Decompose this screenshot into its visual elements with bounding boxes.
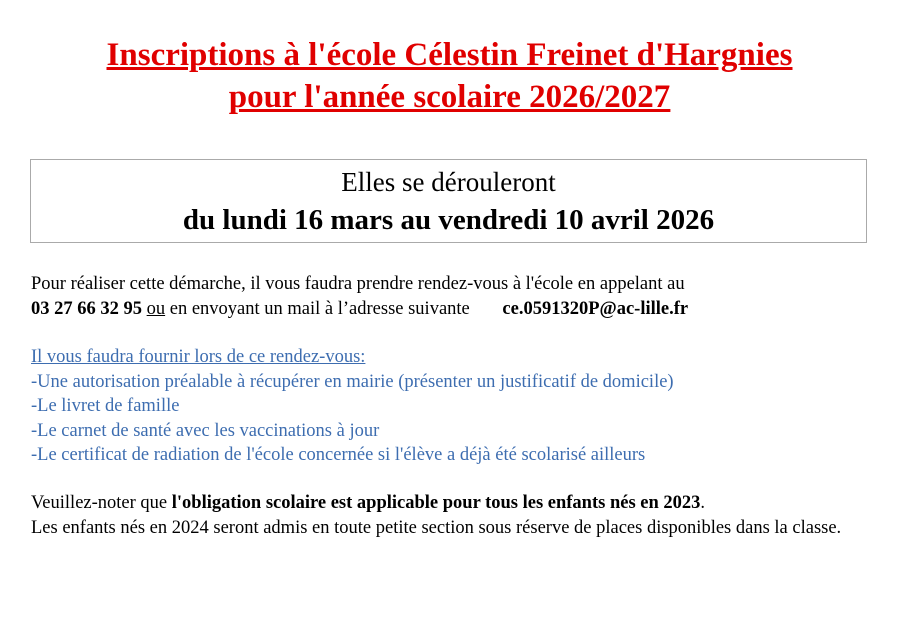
note-prefix: Veuillez-noter que xyxy=(31,493,172,513)
contact-intro: Pour réaliser cette démarche, il vous faudra prendre rendez-vous à l'école en appelant au xyxy=(31,274,685,294)
title-line-1: Inscriptions à l'école Célestin Freinet d'Hargnies xyxy=(106,37,793,73)
page-title xyxy=(0,34,899,118)
or-word: ou xyxy=(146,298,166,319)
documents-item: -Le carnet de santé avec les vaccinations à jour xyxy=(31,420,380,441)
title-line-2: pour l'année scolaire 2026/2027 xyxy=(228,79,671,115)
mail-text: en envoyant un mail à l’adresse suivante xyxy=(169,298,470,319)
note-obligation: l'obligation scolaire est applicable pour tous les enfants nés en 2023 xyxy=(171,493,701,513)
documents-item: -Le livret de famille xyxy=(31,396,180,416)
documents-list xyxy=(31,345,871,468)
documents-heading: Il vous faudra fournir lors de ce rendez-vous: xyxy=(31,347,366,367)
phone-number: 03 27 66 32 95 xyxy=(31,298,142,319)
documents-item: -Une autorisation préalable à récupérer en mairie (présenter un justificatif de domicile) xyxy=(31,371,674,392)
note-line-2: Les enfants nés en 2024 seront admis en toute petite section sous réserve de places disponibles dans la classe. xyxy=(31,517,842,538)
dates-range: du lundi 16 mars au vendredi 10 avril 2026 xyxy=(182,204,715,236)
note-line-1 xyxy=(31,491,871,516)
note-suffix: . xyxy=(700,493,706,513)
email-address[interactable]: ce.0591320P@ac-lille.fr xyxy=(502,298,689,319)
documents-item: -Le certificat de radiation de l'école concernée si l'élève a déjà été scolarisé ailleurs xyxy=(31,445,646,465)
note-paragraph xyxy=(31,491,871,540)
dates-intro: Elles se dérouleront xyxy=(341,167,556,197)
dates-box xyxy=(30,159,867,243)
contact-line xyxy=(31,297,871,322)
contact-paragraph xyxy=(31,272,871,321)
